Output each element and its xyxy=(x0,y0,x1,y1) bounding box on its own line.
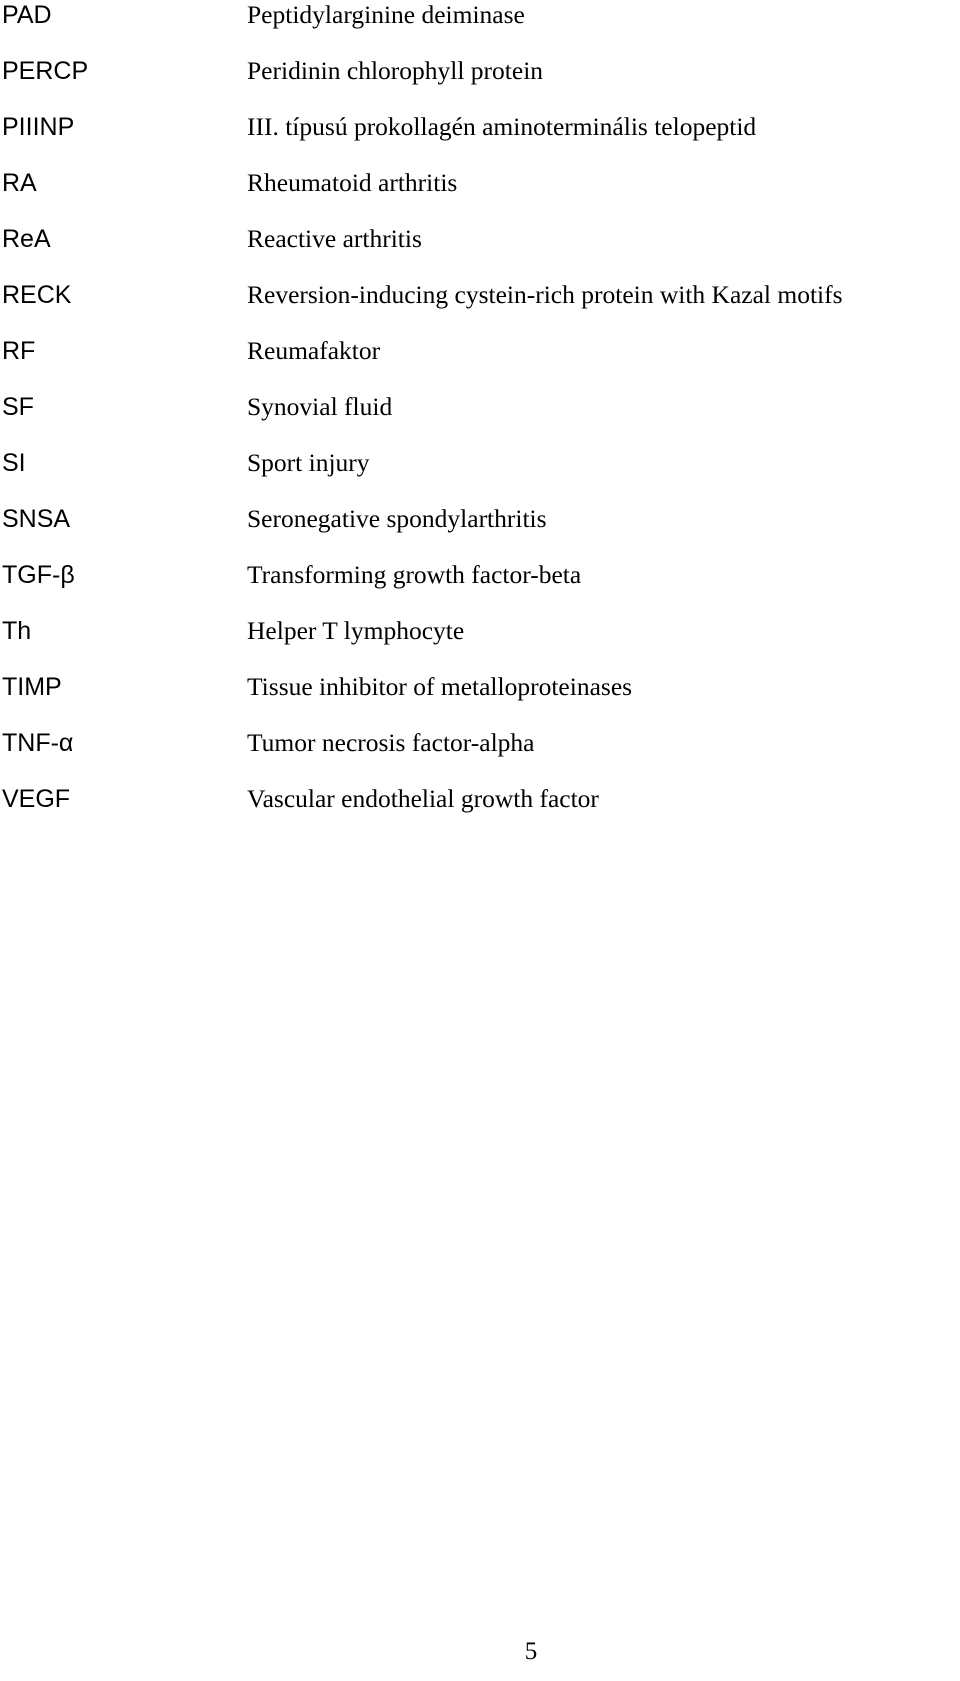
abbreviation-definition: Peptidylarginine deiminase xyxy=(247,0,525,29)
abbreviation-definition: Reumafaktor xyxy=(247,336,381,365)
abbreviation-definition: Reactive arthritis xyxy=(247,224,422,253)
abbreviation-term: SI xyxy=(2,449,26,477)
abbreviation-row xyxy=(0,336,960,392)
abbreviation-term: PIIINP xyxy=(2,113,75,141)
abbreviation-term: TGF-β xyxy=(2,561,75,589)
abbreviation-definition: Helper T lymphocyte xyxy=(247,616,465,645)
abbreviation-definition: Synovial fluid xyxy=(247,392,393,421)
abbreviation-definition: Sport injury xyxy=(247,448,370,477)
abbreviation-row xyxy=(0,560,960,616)
abbreviation-term: RF xyxy=(2,337,36,365)
abbreviation-row xyxy=(0,392,960,448)
abbreviation-definition: Reversion-inducing cystein-rich protein with Kazal motifs xyxy=(247,280,843,309)
page-number: 5 xyxy=(524,1638,538,1665)
abbreviation-term: SNSA xyxy=(2,505,71,533)
abbreviation-definition: Rheumatoid arthritis xyxy=(247,168,458,197)
abbreviation-row xyxy=(0,504,960,560)
abbreviation-row xyxy=(0,672,960,728)
abbreviation-definition: III. típusú prokollagén aminoterminális telopeptid xyxy=(247,112,757,141)
abbreviation-term: VEGF xyxy=(2,785,71,813)
abbreviation-term: ReA xyxy=(2,225,51,253)
abbreviation-term: PERCP xyxy=(2,57,89,85)
abbreviation-term: TIMP xyxy=(2,673,62,701)
abbreviation-term: RA xyxy=(2,169,37,197)
abbreviation-term: SF xyxy=(2,393,34,421)
abbreviation-definition: Tumor necrosis factor-alpha xyxy=(247,728,535,757)
abbreviation-row xyxy=(0,56,960,112)
abbreviation-term: TNF-α xyxy=(2,729,74,757)
abbreviation-row xyxy=(0,784,960,840)
abbreviation-row xyxy=(0,448,960,504)
abbreviation-term: RECK xyxy=(2,281,72,309)
abbreviation-definition: Peridinin chlorophyll protein xyxy=(247,56,544,85)
abbreviation-definition: Tissue inhibitor of metalloproteinases xyxy=(247,672,633,701)
abbreviation-row xyxy=(0,0,960,56)
abbreviation-row xyxy=(0,224,960,280)
abbreviation-row xyxy=(0,728,960,784)
abbreviation-definition: Vascular endothelial growth factor xyxy=(247,784,599,813)
abbreviation-definition: Seronegative spondylarthritis xyxy=(247,504,547,533)
abbreviation-row xyxy=(0,168,960,224)
abbreviation-definition: Transforming growth factor-beta xyxy=(247,560,582,589)
abbreviation-row xyxy=(0,112,960,168)
abbreviation-term: Th xyxy=(2,617,32,645)
abbreviation-row xyxy=(0,280,960,336)
abbreviation-list xyxy=(0,0,960,840)
abbreviation-row xyxy=(0,616,960,672)
abbreviation-term: PAD xyxy=(2,1,52,29)
